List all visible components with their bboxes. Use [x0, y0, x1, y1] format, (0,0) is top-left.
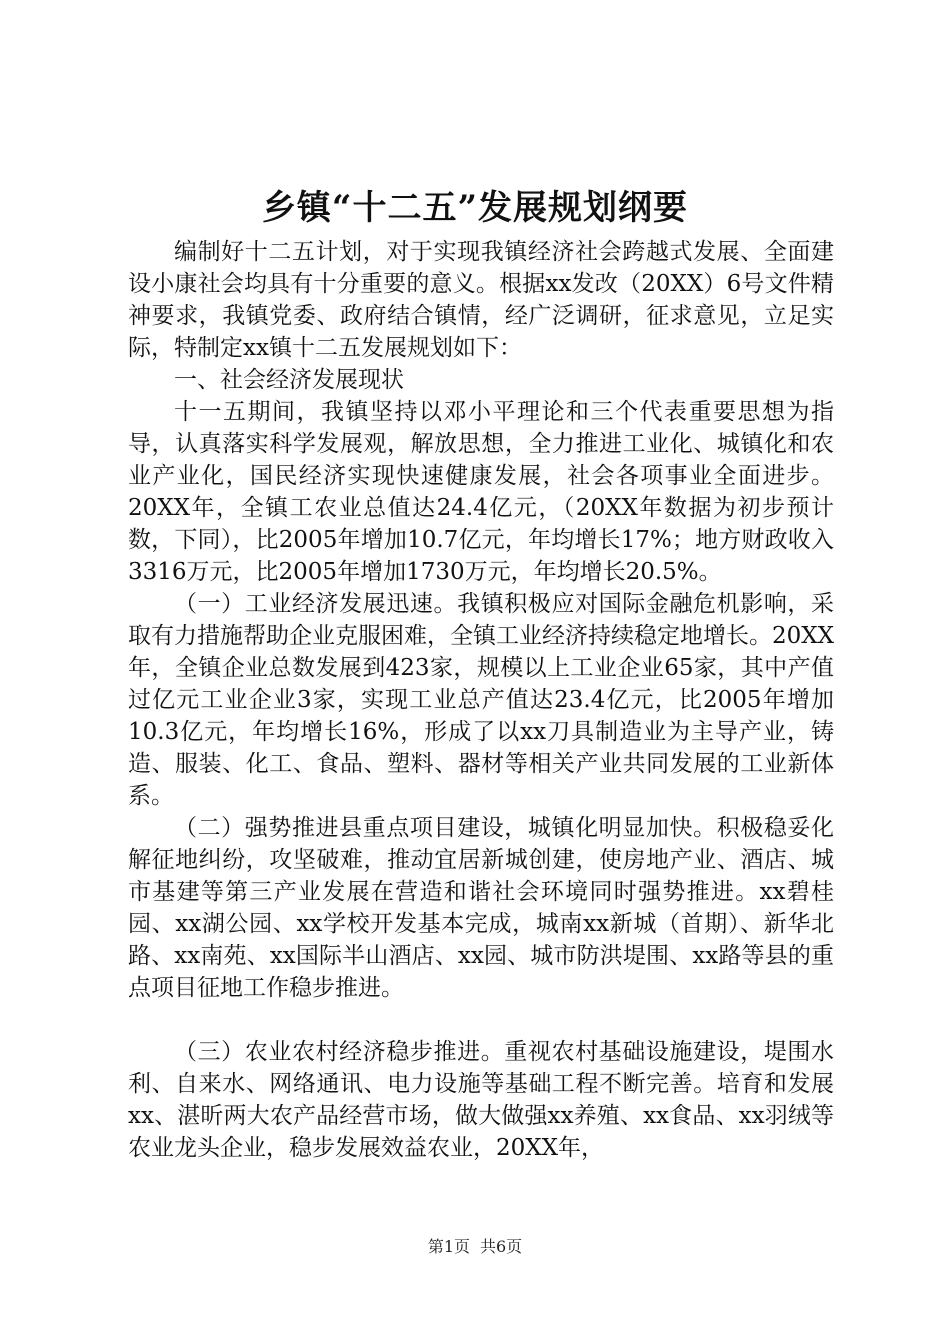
overview-paragraph: 十一五期间，我镇坚持以邓小平理论和三个代表重要思想为指导，认真落实科学发展观，解放思想，全力推进工业化、城镇化和农业产业化，国民经济实现快速健康发展，社会各项事业全面进步。20XX年，全镇工农业总值达24.4亿元，（20XX年数据为初步预计数，下同），比2005年增加10.7亿元，年均增长17%；地方财政收入3316万元，比2005年增加1730万元，年均增长20.5%。 — [128, 399, 834, 585]
intro-paragraph: 编制好十二五计划，对于实现我镇经济社会跨越式发展、全面建设小康社会均具有十分重要的意义。根据xx发改（20XX）6号文件精神要求，我镇党委、政府结合镇情，经广泛调研，征求意见，立足实际，特制定xx镇十二五发展规划如下： — [128, 239, 834, 361]
urbanization-paragraph: （二）强势推进县重点项目建设，城镇化明显加快。积极稳妥化解征地纠纷，攻坚破难，推动宜居新城创建，使房地产业、酒店、城市基建等第三产业发展在营造和谐社会环境同时强势推进。xx碧桂园、xx湖公园、xx学校开发基本完成，城南xx新城（首期）、新华北路、xx南苑、xx国际半山酒店、xx园、城市防洪堤围、xx路等县的重点项目征地工作稳步推进。 — [128, 815, 834, 1001]
agriculture-paragraph: （三）农业农村经济稳步推进。重视农村基础设施建设，堤围水利、自来水、网络通讯、电力设施等基础工程不断完善。培育和发展xx、湛昕两大农产品经营市场，做大做强xx养殖、xx食品、xx羽绒等农业龙头企业，稳步发展效益农业，20XX年， — [128, 1039, 834, 1161]
industry-paragraph: （一）工业经济发展迅速。我镇积极应对国际金融危机影响，采取有力措施帮助企业克服困难，全镇工业经济持续稳定地增长。20XX年，全镇企业总数发展到423家，规模以上工业企业65家，其中产值过亿元工业企业3家，实现工业总产值达23.4亿元，比2005年增加10.3亿元，年均增长16%，形成了以xx刀具制造业为主导产业，铸造、服装、化工、食品、塑料、器材等相关产业共同发展的工业新体系。 — [128, 591, 835, 809]
page-footer — [0, 1236, 950, 1258]
page-number: 第1页 — [427, 1237, 470, 1256]
document-title: 乡镇“十二五”发展规划纲要 — [261, 188, 689, 228]
section-heading: 一、社会经济发展现状 — [174, 367, 404, 393]
page-total: 共6页 — [480, 1237, 523, 1256]
document-body — [128, 236, 834, 1164]
